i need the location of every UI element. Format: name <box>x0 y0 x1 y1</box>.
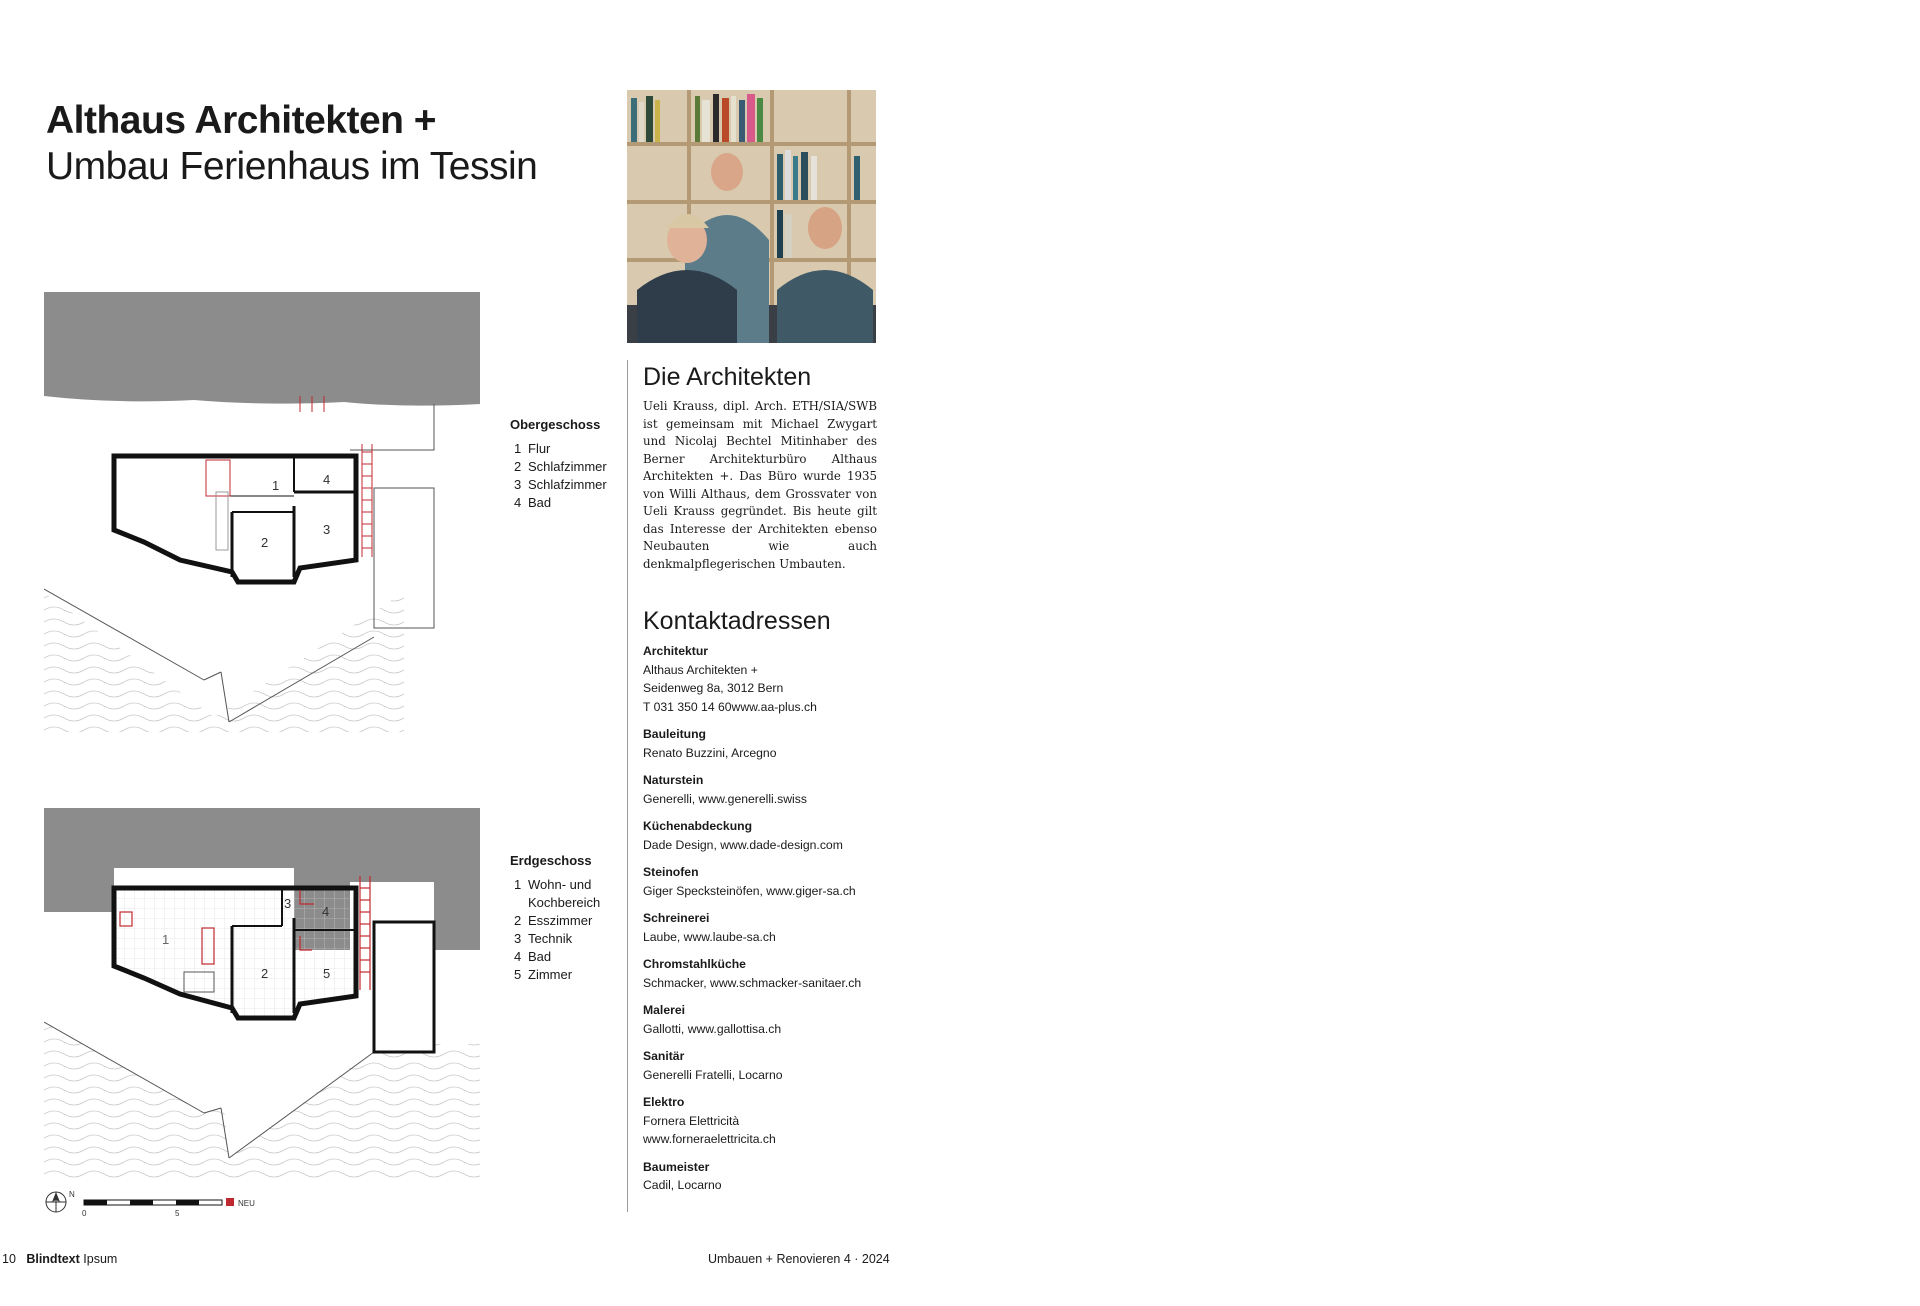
page-title: Althaus Architekten + <box>46 99 437 142</box>
ground-marker-1: 1 <box>162 932 170 947</box>
contact-entry: Elektro Fornera Elettricità www.forneraelettricita.ch <box>643 1095 776 1146</box>
contact-entry: Küchenabdeckung Dade Design, www.dade-design.com <box>643 819 843 852</box>
legend-row: 5 Zimmer <box>514 967 573 982</box>
upper-marker-1: 1 <box>272 478 280 493</box>
scale-bar <box>44 1188 274 1227</box>
architects-heading: Die Architekten <box>643 363 812 391</box>
scale-zero: 0 <box>82 1209 87 1218</box>
column-divider <box>627 360 628 1212</box>
ground-marker-5: 5 <box>323 966 331 981</box>
floor-plan-ground <box>44 808 480 1178</box>
new-swatch <box>226 1198 234 1206</box>
page-subtitle: Umbau Ferienhaus im Tessin <box>46 145 538 188</box>
ground-marker-4: 4 <box>322 904 330 919</box>
legend-ground-heading: Erdgeschoss <box>510 853 592 868</box>
legend-row: 2 Schlafzimmer <box>514 459 607 474</box>
upper-marker-3: 3 <box>323 522 331 537</box>
legend-row: Kochbereich <box>528 895 601 910</box>
legend-ground <box>510 852 600 984</box>
contact-entry: Malerei Gallotti, www.gallottisa.ch <box>643 1003 782 1036</box>
contact-entry: Schreinerei Laube, www.laube-sa.ch <box>643 911 776 944</box>
legend-row: 4 Bad <box>514 949 552 964</box>
page-number: 10 <box>2 1252 16 1266</box>
contacts-heading: Kontaktadressen <box>643 607 831 635</box>
ground-marker-2: 2 <box>261 966 269 981</box>
upper-marker-2: 2 <box>261 535 269 550</box>
magazine-issue: Umbauen + Renovieren 4 · 2024 <box>708 1252 890 1266</box>
floor-plan-upper <box>44 292 480 732</box>
contacts-list <box>643 642 883 1204</box>
north-label: N <box>69 1190 75 1199</box>
contact-entry: Chromstahlküche Schmacker, www.schmacker-sanitaer.ch <box>643 957 862 990</box>
new-label: NEU <box>238 1199 255 1208</box>
contact-entry: Naturstein Generelli, www.generelli.swiss <box>643 773 807 806</box>
contact-entry: Steinofen Giger Specksteinöfen, www.giger-sa.ch <box>643 865 856 898</box>
legend-row: 4 Bad <box>514 495 552 510</box>
section-name: Blindtext <box>26 1252 80 1266</box>
ground-marker-3: 3 <box>284 896 292 911</box>
legend-upper-heading: Obergeschoss <box>510 417 601 432</box>
legend-upper <box>510 416 607 512</box>
architects-photo <box>627 90 876 343</box>
legend-row: 2 Esszimmer <box>514 913 593 928</box>
contact-entry: Bauleitung Renato Buzzini, Arcegno <box>643 727 777 760</box>
architects-bio: Ueli Krauss, dipl. Arch. ETH/SIA/SWB ist gemeinsam mit Michael Zwygart und Nicolaj Bechtel Mitinhaber des Berner Architekturbüro Althaus Architekten +. Das Büro wurde 1935 von Willi Althaus, dem Grossvater von Ueli Krauss gegründet. Bis heute gilt das Interesse der Architekten ebenso Neubauten wie auch denkmalpflegerischen Umbauten. <box>643 399 877 571</box>
section-subname: Ipsum <box>83 1252 118 1266</box>
contact-entry: Architektur Althaus Architekten + Seidenweg 8a, 3012 Bern T 031 350 14 60www.aa-plus.ch <box>643 644 817 714</box>
upper-marker-4: 4 <box>323 472 331 487</box>
scale-five: 5 <box>175 1209 180 1218</box>
contact-entry: Sanitär Generelli Fratelli, Locarno <box>643 1049 783 1082</box>
legend-row: 1 Wohn- und <box>514 877 592 892</box>
contact-entry: Baumeister Cadil, Locarno <box>643 1159 722 1192</box>
legend-row: 3 Technik <box>514 931 573 946</box>
legend-row: 3 Schlafzimmer <box>514 477 607 492</box>
footer-left <box>2 1252 117 1266</box>
legend-row: 1 Flur <box>514 441 551 456</box>
